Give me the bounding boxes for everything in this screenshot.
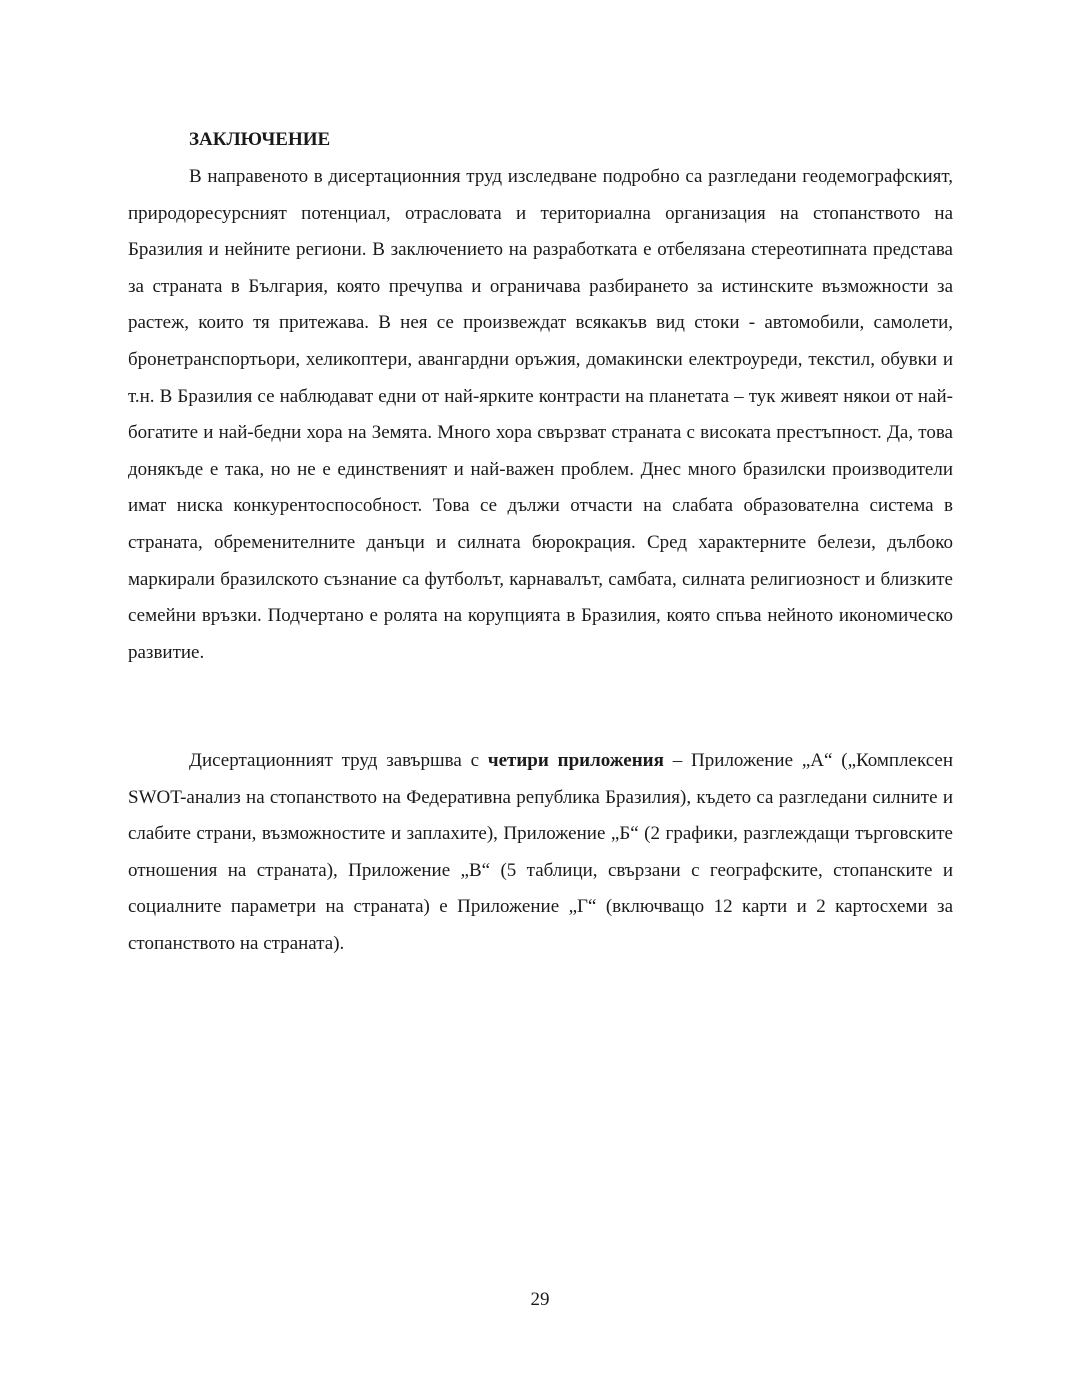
paragraph-appendices: [128, 743, 953, 963]
paragraph-conclusion-summary: [128, 159, 953, 671]
paragraph-2-bold-text: четири приложения: [487, 750, 664, 771]
paragraph-2-text-end: – Приложение „А“ („Комплексен SWOT-анализ на стопанството на Федеративна република Бразилия), където са разгледани силните и слабите страни, възможностите и заплахите), Приложение „Б“ (2 графики, разглеждащи търговските отношения на страната), Приложение „В“ (5 таблици, свързани с географските, стопанските и социалните параметри на страната) е Приложение „Г“ (включващо 12 карти и 2 картосхеми за стопанството на страната).: [128, 750, 954, 954]
paragraph-1-text: В направеното в дисертационния труд изследване подробно са разгледани геодемографският, природоресурсният потенциал, отрасловата и териториална организация на стопанството на Бразилия и нейните региони. В заключението на разработката е отбелязана стереотипната представа за страната в България, която пречупва и ограничава разбирането за истинските възможности за растеж, които тя притежава. В нея се произвеждат всякакъв вид стоки - автомобили, самолети, бронетранспортьори, хеликоптери, авангардни оръжия, домакински електроуреди, текстил, обувки и т.н. В Бразилия се наблюдават едни от най-ярките контрасти на планетата – тук живеят някои от най-богатите и най-бедни хора на Земята. Много хора свързват страната с високата престъпност. Да, това донякъде е така, но не е единственият и най-важен проблем. Днес много бразилски производители имат ниска конкурентоспособност. Това се дължи отчасти на слабата образователна система в страната, обременителните данъци и силната бюрокрация. Сред характерните белези, дълбоко маркирали бразилското съзнание са футболът, карнавалът, самбата, силната религиозност и близките семейни връзки. Подчертано е ролята на корупцията в Бразилия, която спъва нейното икономическо развитие.: [128, 166, 953, 663]
section-heading: ЗАКЛЮЧЕНИЕ: [189, 129, 331, 150]
paragraph-2-text-start: Дисертационният труд завършва с: [189, 750, 480, 771]
page-number: 29: [530, 1289, 550, 1310]
